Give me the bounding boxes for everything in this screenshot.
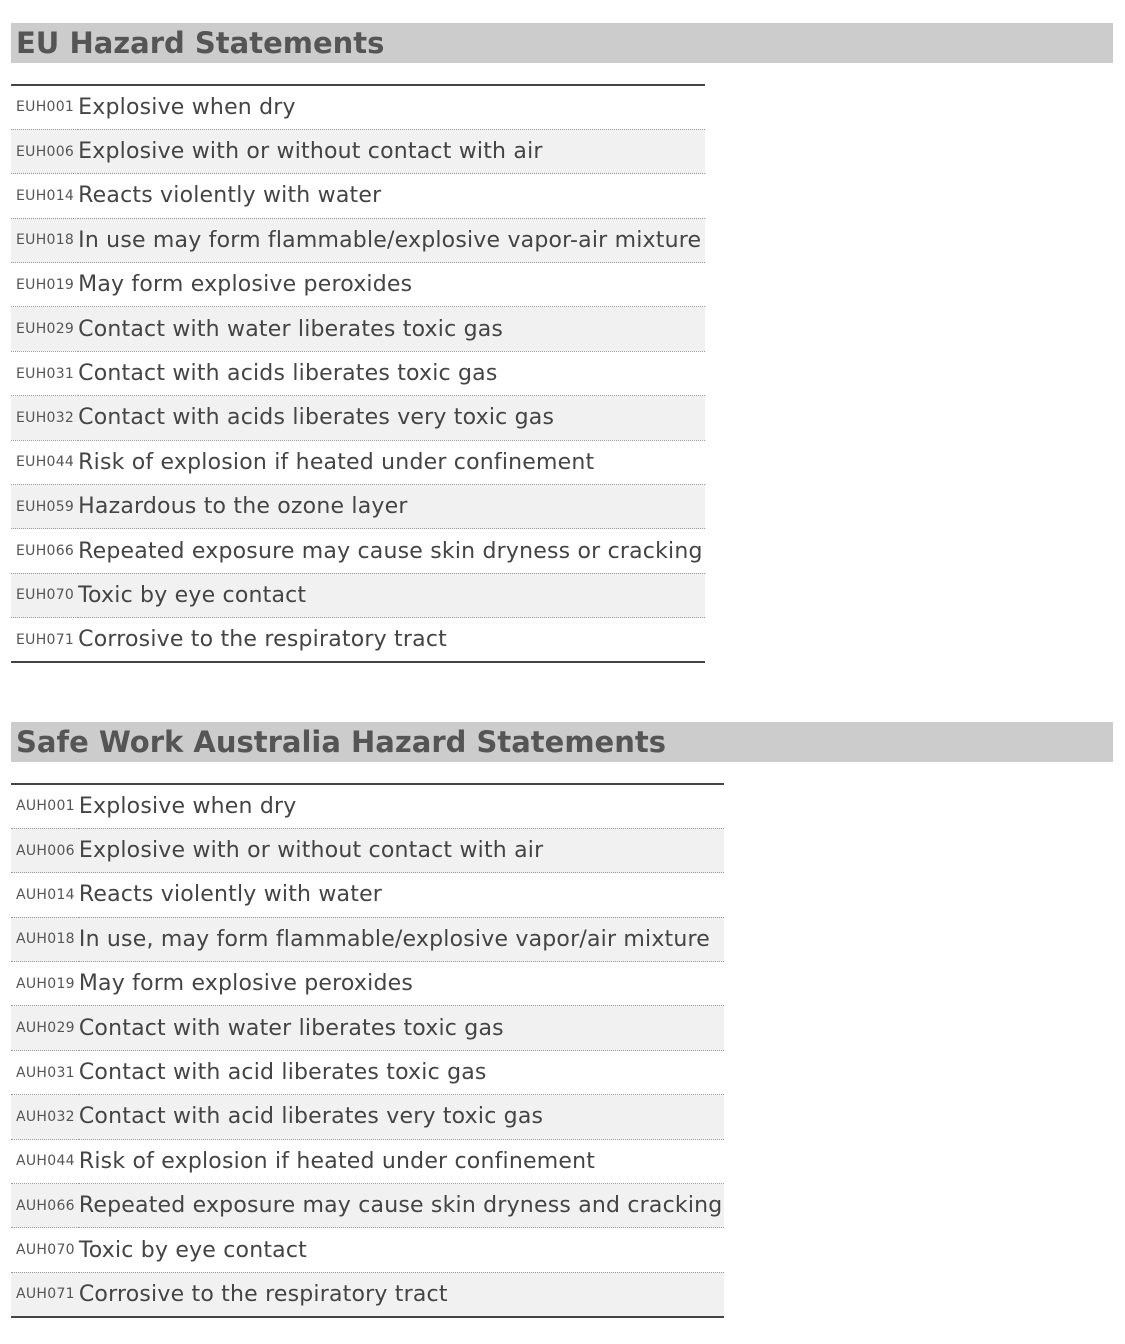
hazard-code: AUH019 bbox=[11, 962, 79, 1006]
table-row bbox=[11, 1272, 724, 1316]
hazard-text: Toxic by eye contact bbox=[79, 1228, 725, 1272]
table-row bbox=[11, 129, 705, 173]
hazard-code: AUH018 bbox=[11, 917, 79, 961]
hazard-text: Corrosive to the respiratory tract bbox=[78, 1281, 448, 1307]
hazard-text: Explosive when dry bbox=[79, 784, 725, 828]
hazard-code: AUH014 bbox=[11, 873, 79, 917]
table-row bbox=[11, 1184, 724, 1228]
hazard-text: Explosive when dry bbox=[78, 85, 705, 129]
hazard-text: Reacts violently with water bbox=[78, 174, 705, 218]
eu-section-title: EU Hazard Statements bbox=[11, 23, 1113, 63]
table-row bbox=[11, 485, 705, 529]
hazard-code: EUH044 bbox=[11, 440, 78, 484]
hazard-code: AUH066 bbox=[11, 1184, 79, 1228]
hazard-text: In use may form flammable/explosive vapor-air mixture bbox=[78, 218, 705, 262]
table-row bbox=[11, 440, 705, 484]
hazard-text: Contact with acid liberates toxic gas bbox=[79, 1050, 725, 1094]
hazard-code: EUH001 bbox=[11, 85, 78, 129]
hazard-text: Contact with water liberates toxic gas bbox=[78, 307, 705, 351]
hazard-code: EUH018 bbox=[11, 218, 78, 262]
hazard-code: AUH070 bbox=[11, 1228, 79, 1272]
table-row bbox=[11, 873, 724, 917]
table-row bbox=[11, 618, 705, 662]
hazard-code: EUH032 bbox=[11, 396, 78, 440]
table-row bbox=[11, 1095, 724, 1139]
hazard-code: AUH071 bbox=[16, 1286, 75, 1303]
hazard-code: AUH029 bbox=[11, 1006, 79, 1050]
table-row bbox=[11, 351, 705, 395]
table-row bbox=[11, 917, 724, 961]
au-hazard-table bbox=[11, 783, 724, 1318]
eu-hazard-table bbox=[11, 84, 705, 663]
hazard-text: In use, may form flammable/explosive vapor/air mixture bbox=[79, 917, 725, 961]
table-row bbox=[11, 1006, 724, 1050]
hazard-code: AUH044 bbox=[11, 1139, 79, 1183]
hazard-text: Repeated exposure may cause skin dryness and cracking bbox=[79, 1184, 725, 1228]
table-row bbox=[11, 396, 705, 440]
hazard-text: Repeated exposure may cause skin dryness or cracking bbox=[78, 529, 705, 573]
table-row bbox=[11, 174, 705, 218]
hazard-code: EUH014 bbox=[11, 174, 78, 218]
hazard-text: Explosive with or without contact with air bbox=[79, 828, 725, 872]
hazard-text: Contact with acids liberates very toxic gas bbox=[78, 396, 705, 440]
hazard-text: Reacts violently with water bbox=[79, 873, 725, 917]
hazard-text: Toxic by eye contact bbox=[78, 573, 705, 617]
hazard-text: Explosive with or without contact with air bbox=[78, 129, 705, 173]
hazard-code: EUH019 bbox=[11, 263, 78, 307]
hazard-code: EUH059 bbox=[11, 485, 78, 529]
au-section-title: Safe Work Australia Hazard Statements bbox=[11, 722, 1113, 762]
hazard-code: EUH006 bbox=[11, 129, 78, 173]
hazard-text: Hazardous to the ozone layer bbox=[78, 485, 705, 529]
table-row bbox=[11, 529, 705, 573]
hazard-text: Contact with acid liberates very toxic gas bbox=[79, 1095, 725, 1139]
hazard-code: AUH032 bbox=[11, 1095, 79, 1139]
table-row bbox=[11, 573, 705, 617]
hazard-code: AUH001 bbox=[11, 784, 79, 828]
hazard-text: Corrosive to the respiratory tract bbox=[78, 627, 447, 653]
hazard-text: Risk of explosion if heated under confinement bbox=[78, 440, 705, 484]
table-row bbox=[11, 1050, 724, 1094]
table-row bbox=[11, 962, 724, 1006]
hazard-code: EUH031 bbox=[11, 351, 78, 395]
hazard-text: May form explosive peroxides bbox=[79, 962, 725, 1006]
hazard-code: EUH070 bbox=[11, 573, 78, 617]
table-row bbox=[11, 828, 724, 872]
hazard-text: May form explosive peroxides bbox=[78, 263, 705, 307]
table-row bbox=[11, 263, 705, 307]
table-row bbox=[11, 307, 705, 351]
table-row bbox=[11, 784, 724, 828]
table-row bbox=[11, 218, 705, 262]
hazard-code: EUH066 bbox=[11, 529, 78, 573]
hazard-text: Contact with water liberates toxic gas bbox=[79, 1006, 725, 1050]
hazard-code: EUH029 bbox=[11, 307, 78, 351]
table-row bbox=[11, 85, 705, 129]
hazard-code: AUH031 bbox=[11, 1050, 79, 1094]
table-row bbox=[11, 1139, 724, 1183]
hazard-code: AUH006 bbox=[11, 828, 79, 872]
eu-hazard-section bbox=[11, 23, 1113, 663]
hazard-text: Contact with acids liberates toxic gas bbox=[78, 351, 705, 395]
au-hazard-section bbox=[11, 722, 1113, 1318]
hazard-code: EUH071 bbox=[16, 631, 75, 648]
hazard-text: Risk of explosion if heated under confinement bbox=[79, 1139, 725, 1183]
table-row bbox=[11, 1228, 724, 1272]
